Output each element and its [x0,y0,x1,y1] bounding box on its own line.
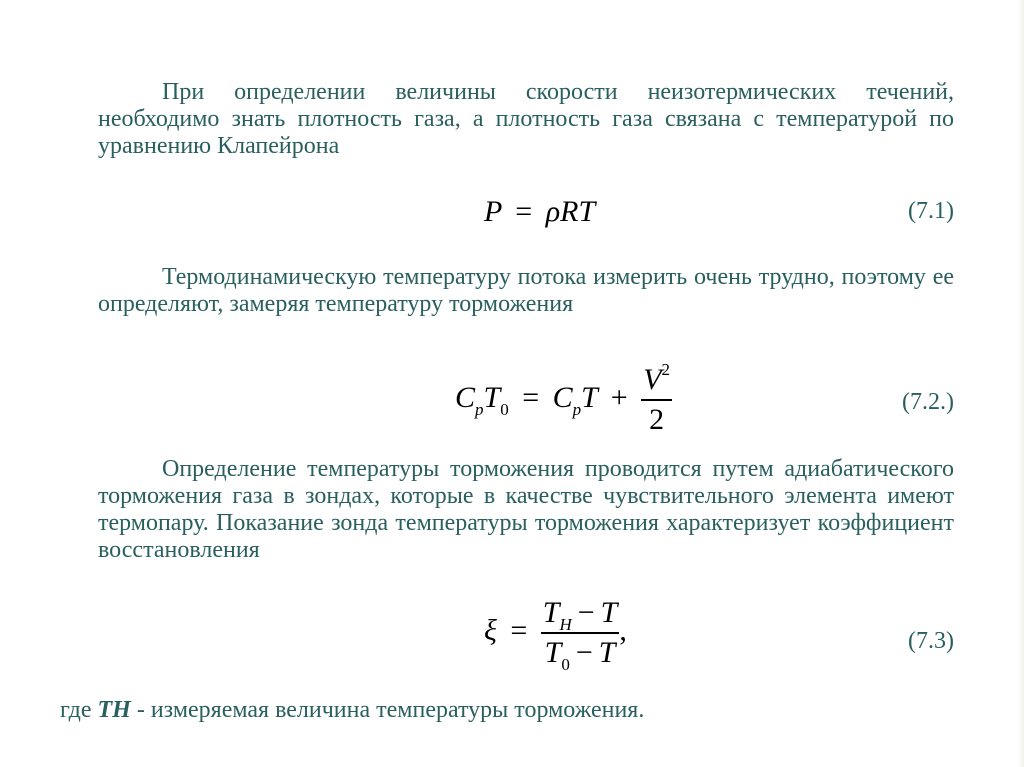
eq2-equals: = [522,380,540,414]
eq3-num-minus: − [577,596,595,629]
eq2-t1: T [483,380,501,414]
eq3-den-t2: T [598,636,616,669]
p4-prefix: где [60,697,98,723]
eq3-xi: ξ [484,613,497,647]
eq3-num-sub: H [559,615,572,634]
equation-number-7-2: (7.2.) [902,389,954,415]
paragraph-clapeyron-intro: При определении величины скорости неизотермических течений, необходимо знать плотность газа, а плотность газа связана с температурой по уравнению Клапейрона [98,79,954,159]
eq2-p2: p [572,399,582,419]
eq1-equals: = [515,195,533,228]
eq2-p1: p [475,399,484,419]
eq2-fraction-bar [641,399,672,401]
equation-7-3 [484,596,627,676]
eq3-den-t: T [544,636,562,669]
equation-number-7-3: (7.3) [908,628,954,654]
eq1-lhs: P [484,195,502,228]
eq1-rt: RT [560,195,596,228]
eq2-zero: 0 [500,399,509,419]
eq2-c2: C [552,380,573,414]
paragraph-stagnation-probe: Определение температуры торможения проводится путем адиабатического торможения газа в зондах, которые в качестве чувствительного элемента имеют термопару. Показание зонда температуры торможения характеризует коэффициент восстановления [98,456,954,563]
eq2-plus: + [610,380,628,414]
eq2-fraction [641,360,672,437]
eq2-denominator: 2 [649,403,665,436]
eq3-den-minus: − [575,636,593,669]
eq2-v-exponent: 2 [661,360,671,379]
eq3-num-t: T [542,596,560,629]
eq2-v: V [643,363,662,396]
equation-7-1 [484,195,595,229]
paragraph-thermodynamic-temperature: Термодинамическую температуру потока измерить очень трудно, поэтому ее определяют, замеряя температуру торможения [98,264,954,317]
eq3-denominator [541,636,620,674]
eq3-fraction-bar [541,632,620,634]
eq3-num-t2: T [600,596,618,629]
eq2-t2: T [581,380,598,414]
equation-number-7-1: (7.1) [908,198,954,224]
equation-7-2 [455,360,672,443]
p4-term-th: ТН [97,697,131,723]
eq1-rho: ρ [545,195,561,228]
eq3-numerator [541,596,620,634]
eq3-equals: = [510,613,528,647]
eq2-numerator [641,360,672,397]
eq3-comma: , [619,613,627,647]
eq3-fraction [541,596,620,674]
eq2-c1: C [455,380,476,414]
p4-suffix: - измеряемая величина температуры торможения. [130,697,645,723]
eq3-den-sub: 0 [561,655,570,674]
paragraph-where-th [60,697,820,724]
